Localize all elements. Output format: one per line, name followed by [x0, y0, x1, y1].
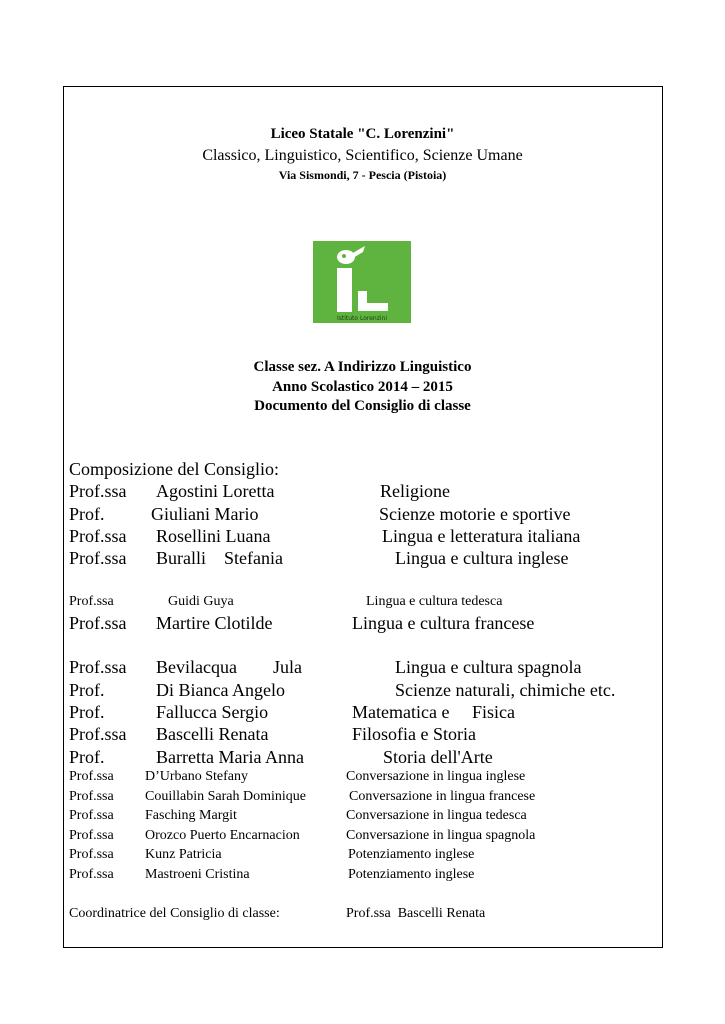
member-subject: Conversazione in lingua spagnola [346, 828, 536, 843]
member-title: Prof. [69, 680, 105, 700]
member-subject: Lingua e cultura spagnola [395, 657, 582, 677]
member-name: Agostini Loretta [156, 481, 275, 501]
member-title: Prof. [69, 504, 105, 524]
member-subject: Scienze motorie e sportive [379, 504, 571, 524]
member-title: Prof.ssa [69, 828, 114, 843]
member-name: Fallucca Sergio [156, 702, 269, 722]
member-name: Rosellini Luana [156, 526, 271, 546]
member-subject: Lingua e cultura francese [352, 613, 535, 633]
member-name: Di Bianca Angelo [156, 680, 285, 700]
coordinator-name: Prof.ssa Bascelli Renata [346, 906, 486, 921]
council-heading: Composizione del Consiglio: [69, 459, 279, 479]
member-subject: Conversazione in lingua francese [349, 789, 536, 804]
member-subject: Scienze naturali, chimiche etc. [395, 680, 616, 700]
member-title: Prof.ssa [69, 613, 127, 633]
member-subject: Potenziamento inglese [348, 867, 475, 882]
member-name: Kunz Patricia [145, 847, 222, 862]
member-title: Prof.ssa [69, 789, 114, 804]
document-title: Documento del Consiglio di classe [254, 398, 471, 414]
member-subject: Storia dell'Arte [383, 747, 493, 767]
member-name: Guidi Guya [168, 594, 234, 609]
member-subject: Filosofia e Storia [352, 724, 476, 744]
school-name: Liceo Statale "C. Lorenzini" [270, 126, 455, 142]
member-title: Prof.ssa [69, 867, 114, 882]
svg-text:Istituto Lorenzini: Istituto Lorenzini [336, 315, 388, 322]
member-title: Prof.ssa [69, 657, 127, 677]
member-name: Bevilacqua Jula [156, 657, 302, 677]
member-title: Prof.ssa [69, 724, 127, 744]
member-name: D’Urbano Stefany [145, 769, 249, 784]
member-title: Prof.ssa [69, 847, 114, 862]
school-subtitle: Classico, Linguistico, Scientifico, Scienze Umane [202, 147, 523, 164]
class-line: Classe sez. A Indirizzo Linguistico [253, 359, 472, 375]
school-logo [313, 241, 411, 323]
member-title: Prof.ssa [69, 769, 114, 784]
member-name: Barretta Maria Anna [156, 747, 304, 767]
member-name: Giuliani Mario [151, 504, 259, 524]
member-subject: Conversazione in lingua inglese [346, 769, 526, 784]
member-subject: Religione [380, 481, 450, 501]
member-name: Martire Clotilde [156, 613, 273, 633]
logo-il-icon [313, 241, 411, 323]
member-title: Prof. [69, 702, 105, 722]
coordinator-label: Coordinatrice del Consiglio di classe: [69, 906, 280, 921]
member-title: Prof.ssa [69, 594, 114, 609]
member-subject: Conversazione in lingua tedesca [346, 808, 527, 823]
school-address: Via Sismondi, 7 - Pescia (Pistoia) [278, 168, 447, 182]
school-year: Anno Scolastico 2014 – 2015 [272, 379, 453, 395]
member-subject: Lingua e letteratura italiana [382, 526, 581, 546]
member-subject: Matematica e Fisica [352, 702, 515, 722]
member-title: Prof.ssa [69, 526, 127, 546]
member-title: Prof.ssa [69, 808, 114, 823]
member-name: Buralli Stefania [156, 548, 283, 568]
member-subject: Potenziamento inglese [348, 847, 475, 862]
member-title: Prof. [69, 747, 105, 767]
member-name: Mastroeni Cristina [145, 867, 250, 882]
member-title: Prof.ssa [69, 481, 127, 501]
member-name: Couillabin Sarah Dominique [145, 789, 306, 804]
member-subject: Lingua e cultura inglese [395, 548, 569, 568]
member-subject: Lingua e cultura tedesca [366, 594, 503, 609]
member-title: Prof.ssa [69, 548, 127, 568]
member-name: Fasching Margit [145, 808, 237, 823]
member-name: Bascelli Renata [156, 724, 269, 744]
member-name: Orozco Puerto Encarnacion [145, 828, 300, 843]
